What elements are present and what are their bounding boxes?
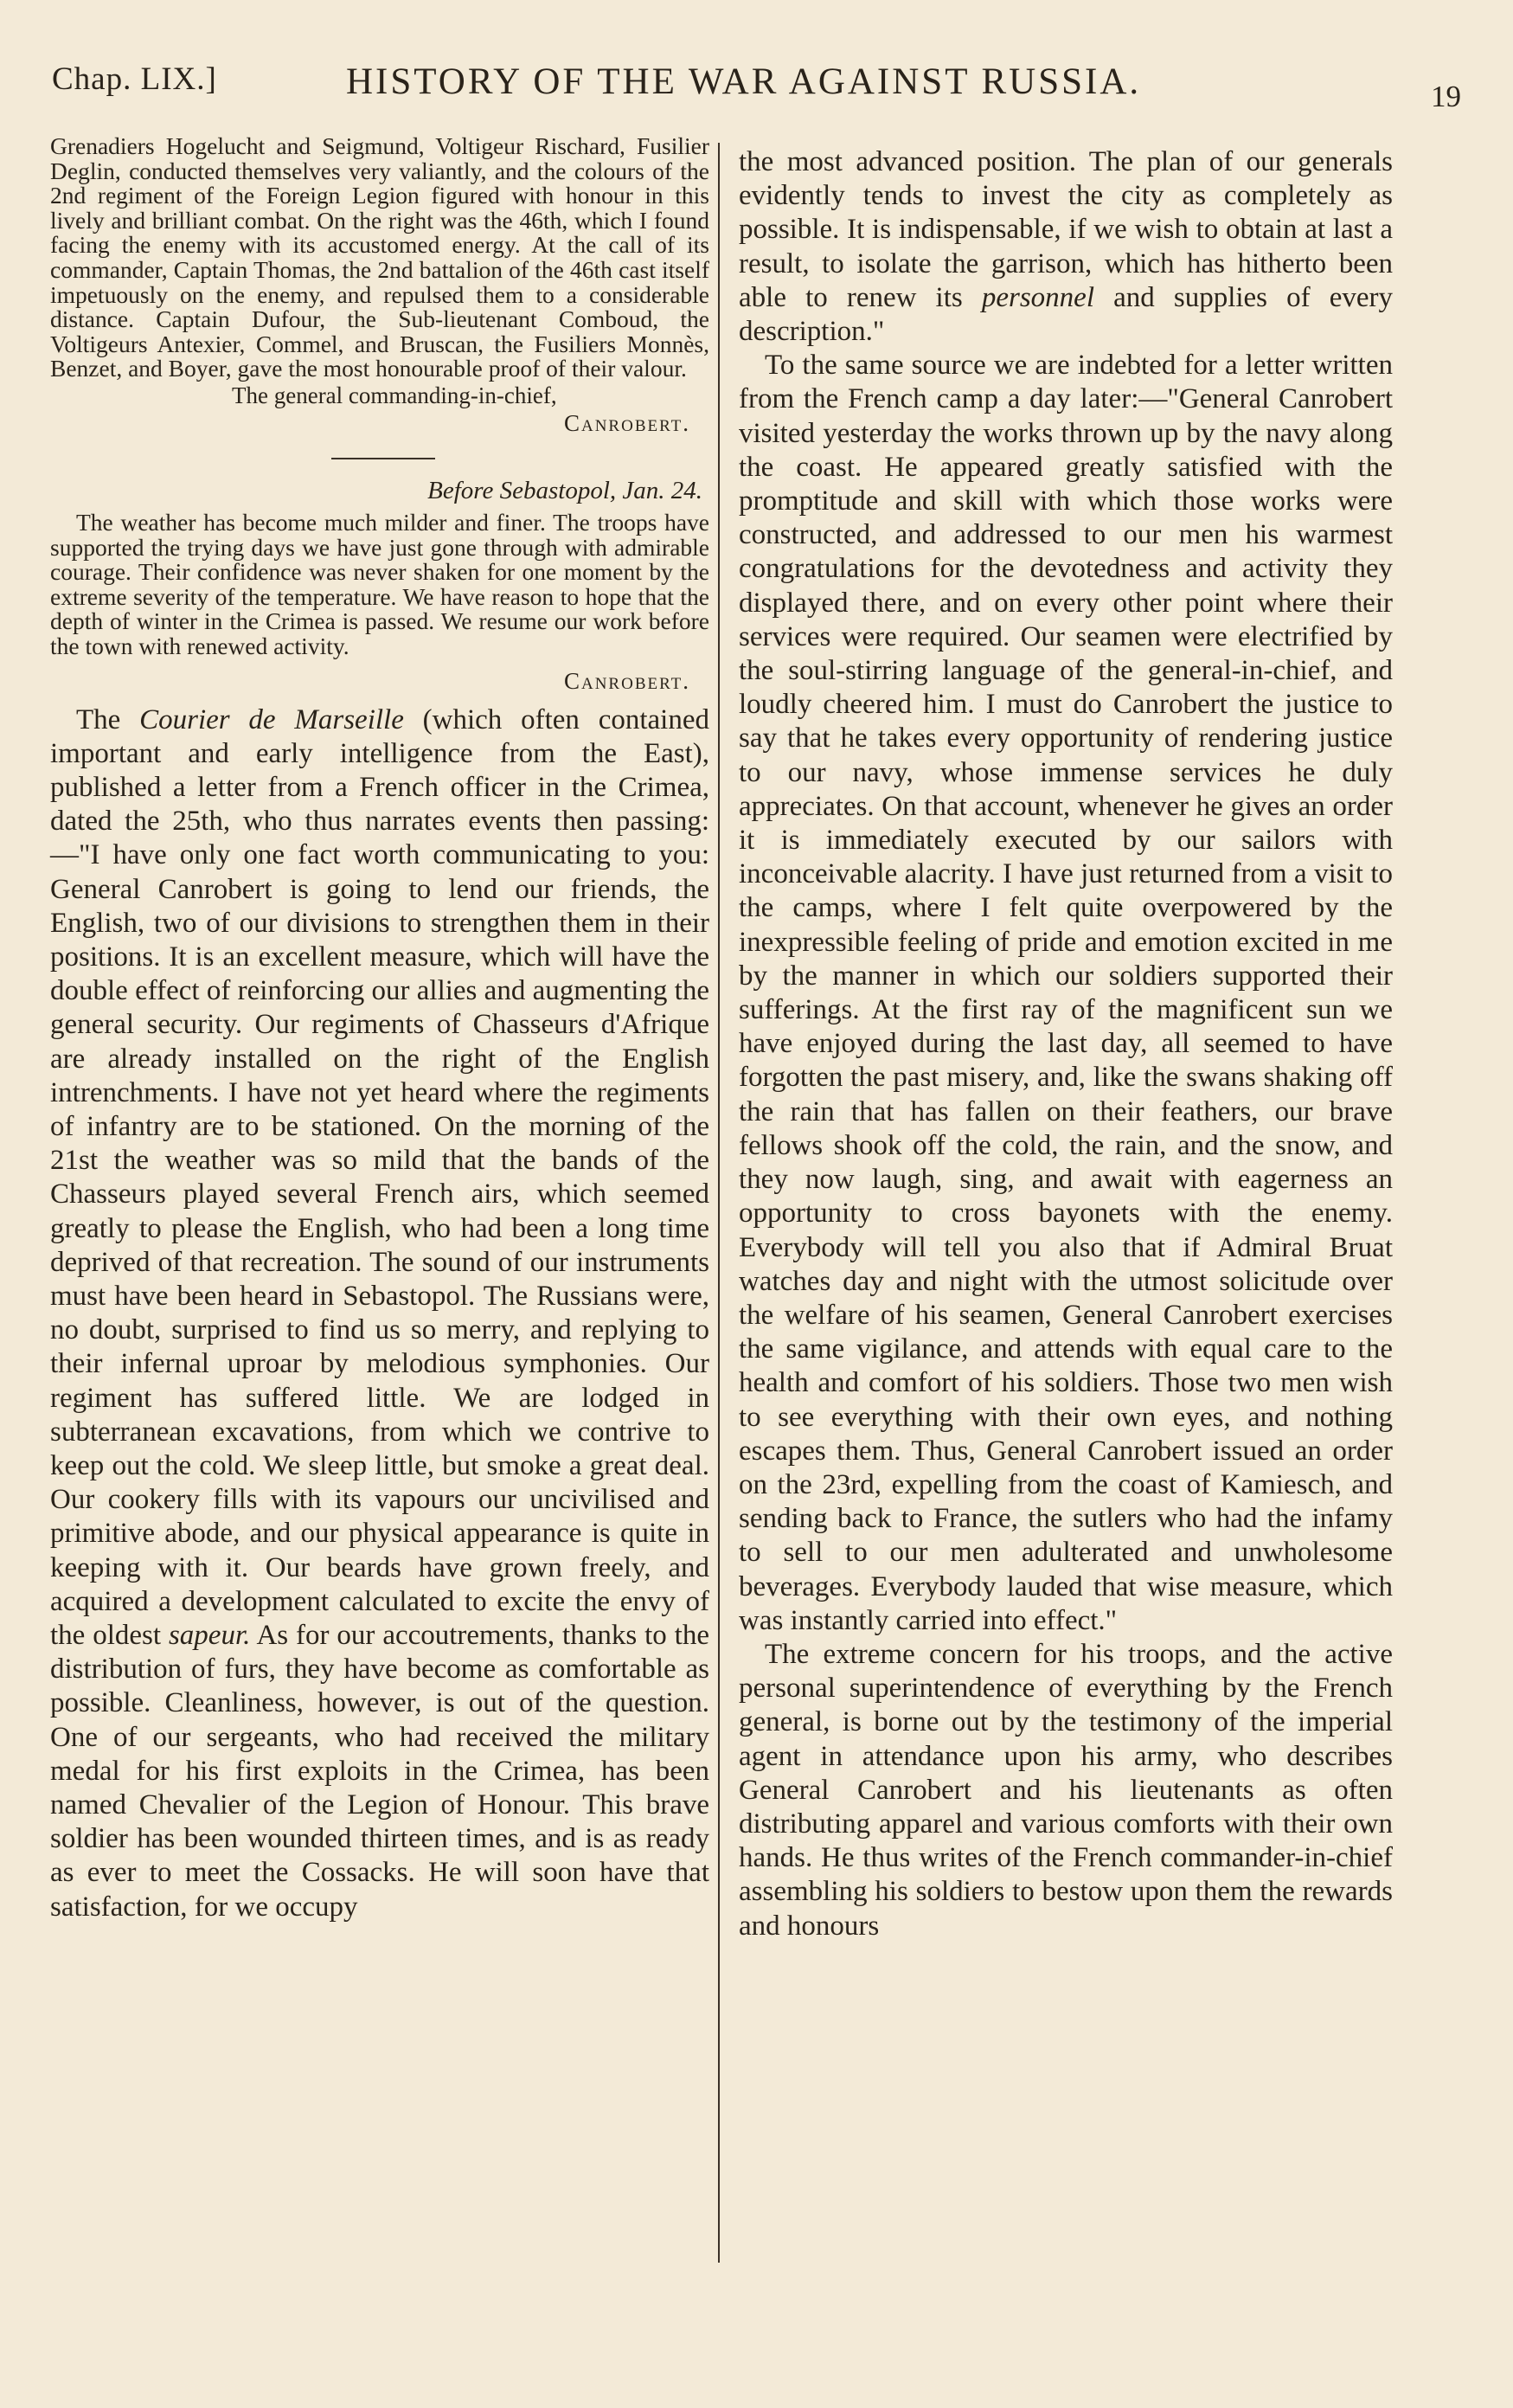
page-title: HISTORY OF THE WAR AGAINST RUSSIA. — [346, 61, 1142, 102]
dispatch-paragraph: The weather has become much milder and finer. The troops have supported the trying days we have just gone through with admirable courage. Their confidence was never shaken for one moment by the extreme severity of the temperature. We have reason to hope that the depth of winter in the Crimea is passed. We resume our work before the town with renewed activity. — [50, 508, 709, 659]
camp-letter-paragraph: To the same source we are indebted for a letter written from the French camp a day later:—"General Canrobert visited yesterday the works thrown up by the navy along the coast. He appeared greatly satisfied with the promptitude and skill with which those works were constructed, and addressed to our men his warmest congratulations for the devotedness and activity they displayed there, and on every other point where their services were required. Our seamen were electrified by the soul-stirring language of the general-in-chief, and loudly cheered him. I must do Canrobert the justice to say that he takes every opportunity of rendering justice to our navy, whose immense services he duly appreciates. On that account, whenever he gives an order it is immediately executed by our sailors with inconceivable alacrity. I have just returned from a visit to the camps, where I felt quite overpowered by the inexpressible feeling of pride and emotion excited in me by the manner in which our soldiers supported their sufferings. At the first ray of the magnificent sun we have enjoyed during the last day, all seemed to have forgotten the past misery, and, like the swans shaking off the rain that has fallen on their feathers, our brave fellows shook off the cold, the rain, and the snow, and they now laugh, sing, and await with eagerness an opportunity to cross bayonets with the enemy. Everybody will tell you also that if Admiral Bruat watches day and night with the utmost solicitude over the welfare of his seamen, General Canrobert exercises the same vigilance, and attends with equal care to the health and comfort of his soldiers. Those two men wish to see everything with their own eyes, and nothing escapes them. Thus, General Canrobert issued an order on the 23rd, expelling from the coast of Kamiesch, and sending back to France, the sutlers who had the infamy to sell to our men adulterated and unwholesome beverages. Everybody lauded that wise measure, which was instantly carried into effect." — [739, 350, 1393, 1636]
signature-name: Canrobert. — [563, 409, 690, 436]
imperial-agent-paragraph: The extreme concern for his troops, and the active personal superintendence of everything by the French general, is borne out by the testimony of the imperial agent in attendance upon his army, who describes General Canrobert and his lieutenants as often distributing apparel and various comforts with their own hands. He thus writes of the French commander-in-chief assembling his soldiers to bestow upon them the rewards and honours — [739, 1638, 1393, 1942]
running-header — [52, 54, 1461, 114]
right-column — [739, 145, 1393, 1943]
dispatch-signature: Canrobert. — [563, 667, 690, 694]
section-divider — [331, 458, 435, 459]
signature-title: The general commanding-in-chief, — [232, 382, 557, 408]
dispatch-dateline: Before Sebastopol, Jan. 24. — [427, 476, 702, 504]
report-paragraph: Grenadiers Hogelucht and Seigmund, Voltigeur Rischard, Fusilier Deglin, conducted themselves very valiantly, and the colours of the 2nd regiment of the Foreign Legion figured with honour in this lively and brilliant combat. On the right was the 46th, which I found facing the enemy with its accustomed energy. At the call of its commander, Captain Thomas, the 2nd battalion of the 46th cast itself impetuously on the enemy, and repulsed them to a considerable distance. Captain Dufour, the Sub-lieutenant Comboud, the Voltigeurs Antexier, Commel, and Bruscan, the Fusiliers Monnès, Benzet, and Boyer, gave the most honourable proof of their valour. — [50, 132, 709, 382]
chapter-label: Chap. LIX.] — [52, 61, 217, 97]
page-number: 19 — [1431, 80, 1461, 113]
courier-paragraph: The Courier de Marseille (which often contained important and early intelligence from the East), published a letter from a French officer in the Crimea, dated the 25th, who thus narrates events then passing:—"I have only one fact worth communicating to you: General Canrobert is going to lend our friends, the English, two of our divisions to strengthen them in their positions. It is an excellent measure, which will have the double effect of reinforcing our allies and augmenting the general security. Our regiments of Chasseurs d'Afrique are already installed on the right of the English intrenchments. I have not yet heard where the regiments of infantry are to be stationed. On the morning of the 21st the weather was so mild that the bands of the Chasseurs played several French airs, which seemed greatly to please the English, who had been a long time deprived of that recreation. The sound of our instruments must have been heard in Sebastopol. The Russians were, no doubt, surprised to find us so merry, and replying to their infernal uproar by melodious symphonies. Our regiment has suffered little. We are lodged in subterranean excavations, from which we contrive to keep out the cold. We sleep little, but smoke a great deal. Our cookery fills with its vapours our uncivilised and primitive abode, and our physical appearance is quite in keeping with it. Our beards have grown freely, and acquired a development calculated to excite the envy of the oldest sapeur. As for our accoutrements, thanks to the distribution of furs, they have become as comfortable as possible. Cleanliness, however, is out of the question. One of our sergeants, who had received the military medal for his first exploits in the Crimea, has been named Chevalier of the Legion of Honour. This brave soldier has been wounded thirteen times, and is as ready as ever to meet the Cossacks. He will soon have that satisfaction, for we occupy — [50, 703, 709, 1923]
report-signature — [50, 382, 709, 437]
column-rule — [718, 143, 720, 2263]
continuation-paragraph: the most advanced position. The plan of our generals evidently tends to invest the city as completely as possible. It is indispensable, if we wish to obtain at last a result, to isolate the garrison, which has hitherto been able to renew its personnel and supplies of every description." — [739, 146, 1393, 348]
left-column — [50, 134, 709, 1924]
